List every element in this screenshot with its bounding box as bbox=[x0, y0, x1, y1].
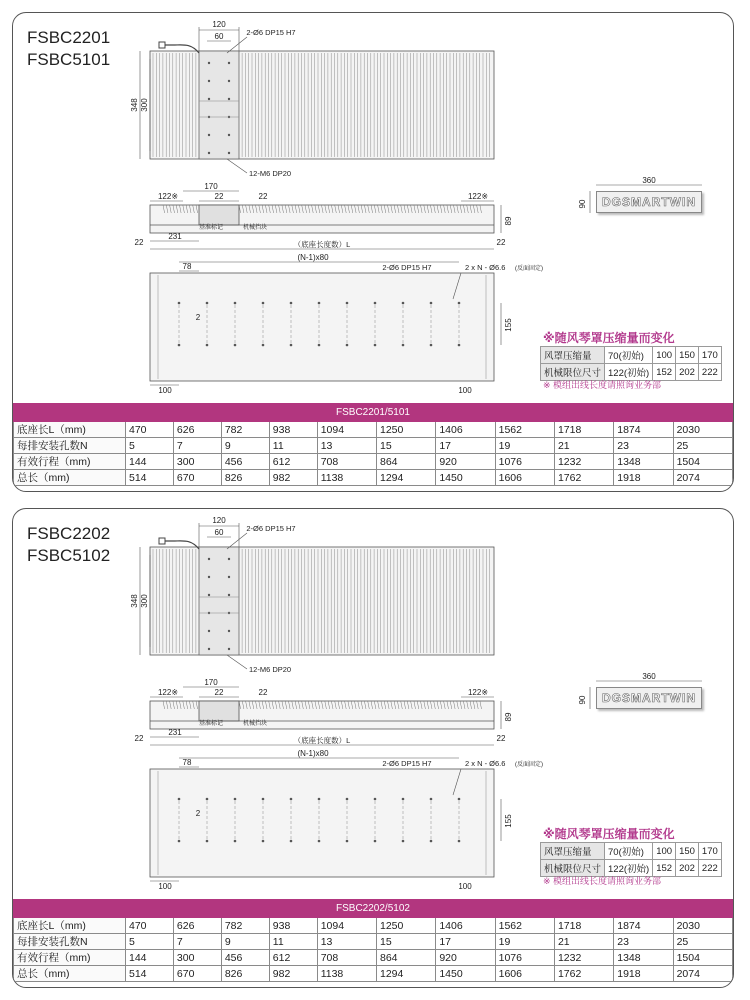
hole-count-callout: 2 x N - Ø6.6 bbox=[465, 263, 506, 272]
base-hole bbox=[262, 344, 265, 347]
logo-height: 90 bbox=[578, 695, 587, 705]
table-cell: 864 bbox=[377, 454, 436, 470]
base-hole bbox=[318, 344, 321, 347]
table-cell: 1406 bbox=[436, 918, 495, 934]
table-cell: 1094 bbox=[317, 918, 376, 934]
table-cell: 1138 bbox=[317, 470, 376, 486]
model-line-2: FSBC5101 bbox=[27, 50, 111, 69]
row-label: 每排安装孔数N bbox=[14, 934, 126, 950]
mount-hole bbox=[208, 594, 210, 596]
table-cell: 15 bbox=[377, 934, 436, 950]
table-row bbox=[14, 934, 733, 950]
mount-hole bbox=[208, 134, 210, 136]
table-cell: 15 bbox=[377, 438, 436, 454]
table-cell: 782 bbox=[221, 918, 269, 934]
table-cell: 670 bbox=[173, 470, 221, 486]
table-cell: 612 bbox=[269, 454, 317, 470]
table-cell: 9 bbox=[221, 934, 269, 950]
row-label: 底座长L（mm) bbox=[14, 918, 126, 934]
dim-22-left: 22 bbox=[134, 238, 144, 247]
table-cell: 1294 bbox=[377, 966, 436, 982]
datum-mark-label: 基准标记 bbox=[198, 225, 224, 231]
dim-100-right: 100 bbox=[458, 882, 472, 891]
dim-100-left: 100 bbox=[158, 882, 172, 891]
table-cell: 1562 bbox=[495, 918, 554, 934]
mount-hole bbox=[208, 648, 210, 650]
table-row bbox=[14, 438, 733, 454]
mount-hole bbox=[208, 152, 210, 154]
table-cell: 2030 bbox=[673, 918, 732, 934]
table-cell: 5 bbox=[126, 438, 174, 454]
note-cell: 122(初始) bbox=[605, 364, 653, 381]
m6-callout: 12-M6 DP20 bbox=[249, 169, 292, 178]
table-cell: 920 bbox=[436, 950, 495, 966]
mount-hole bbox=[228, 62, 230, 64]
table-cell: 470 bbox=[126, 422, 174, 438]
base-hole bbox=[290, 798, 293, 801]
mount-hole bbox=[208, 576, 210, 578]
table-cell: 25 bbox=[673, 934, 732, 950]
dim-170: 170 bbox=[204, 182, 218, 191]
mount-hole bbox=[228, 648, 230, 650]
dimension-line bbox=[227, 159, 247, 173]
spec-card-1 bbox=[12, 12, 734, 492]
base-hole bbox=[290, 840, 293, 843]
table-cell: 23 bbox=[614, 438, 673, 454]
logo-height: 90 bbox=[578, 199, 587, 209]
note-title: ※随风琴罩压缩量而变化 bbox=[543, 827, 675, 841]
dim-22-right: 22 bbox=[496, 734, 506, 743]
note-cell: 70(初始) bbox=[605, 347, 653, 364]
base-hole bbox=[234, 344, 237, 347]
table-cell: 1250 bbox=[377, 918, 436, 934]
mount-hole bbox=[208, 558, 210, 560]
table-cell: 21 bbox=[554, 438, 613, 454]
dim-22: 22 bbox=[214, 192, 224, 201]
table-cell: 456 bbox=[221, 950, 269, 966]
row-label: 底座长L（mm) bbox=[14, 422, 126, 438]
base-hole bbox=[206, 302, 209, 305]
table-cell: 864 bbox=[377, 950, 436, 966]
note-cell: 机械限位尺寸 bbox=[541, 364, 605, 381]
dim-78: 78 bbox=[182, 262, 192, 271]
base-hole bbox=[374, 344, 377, 347]
dimension-line bbox=[227, 655, 247, 669]
table-cell: 626 bbox=[173, 918, 221, 934]
model-line-1: FSBC2202 bbox=[27, 524, 111, 543]
table-row bbox=[14, 454, 733, 470]
dim-n-80: (N-1)x80 bbox=[297, 749, 329, 758]
mount-hole bbox=[208, 62, 210, 64]
base-hole bbox=[346, 302, 349, 305]
table-cell: 7 bbox=[173, 438, 221, 454]
base-hole bbox=[430, 798, 433, 801]
dim-2: 2 bbox=[195, 313, 201, 322]
table-cell: 1138 bbox=[317, 966, 376, 982]
table-cell: 708 bbox=[317, 454, 376, 470]
base-hole bbox=[178, 302, 181, 305]
table-cell: 782 bbox=[221, 422, 269, 438]
dim-122-left: 122※ bbox=[157, 192, 179, 201]
table-cell: 514 bbox=[126, 966, 174, 982]
mount-hole bbox=[208, 80, 210, 82]
bottom-view-body bbox=[150, 273, 494, 381]
base-hole bbox=[430, 302, 433, 305]
base-hole bbox=[178, 344, 181, 347]
table-cell: 25 bbox=[673, 438, 732, 454]
hole-callout-top: 2-Ø6 DP15 H7 bbox=[246, 524, 296, 533]
dim-22-b: 22 bbox=[258, 192, 268, 201]
dim-22-b: 22 bbox=[258, 688, 268, 697]
base-hole bbox=[318, 840, 321, 843]
carriage-plate bbox=[199, 51, 239, 159]
base-hole bbox=[262, 302, 265, 305]
table-cell: 2030 bbox=[673, 422, 732, 438]
note-row bbox=[541, 843, 722, 860]
note-cell: 152 bbox=[653, 364, 676, 381]
table-cell: 982 bbox=[269, 966, 317, 982]
table-cell: 144 bbox=[126, 454, 174, 470]
table-cell: 1076 bbox=[495, 454, 554, 470]
note-row bbox=[541, 347, 722, 364]
logo-text: DGSMARTWIN bbox=[602, 691, 696, 705]
mount-hole bbox=[228, 630, 230, 632]
table-cell: 1232 bbox=[554, 950, 613, 966]
table-cell: 1562 bbox=[495, 422, 554, 438]
base-hole bbox=[458, 840, 461, 843]
table-cell: 1718 bbox=[554, 422, 613, 438]
base-hole bbox=[402, 302, 405, 305]
note-cell: 122(初始) bbox=[605, 860, 653, 877]
table-cell: 1450 bbox=[436, 966, 495, 982]
base-hole bbox=[206, 798, 209, 801]
table-cell: 1348 bbox=[614, 950, 673, 966]
base-hole bbox=[234, 840, 237, 843]
table-cell: 23 bbox=[614, 934, 673, 950]
mount-hole bbox=[228, 134, 230, 136]
base-hole bbox=[206, 344, 209, 347]
table-cell: 1918 bbox=[614, 470, 673, 486]
hole-callout-bottom: 2-Ø6 DP15 H7 bbox=[382, 759, 432, 768]
table-cell: 300 bbox=[173, 950, 221, 966]
base-hole bbox=[206, 840, 209, 843]
spec-table bbox=[13, 403, 733, 486]
base-hole bbox=[430, 344, 433, 347]
note-cell: 100 bbox=[653, 843, 676, 860]
base-hole bbox=[346, 344, 349, 347]
row-label: 总长（mm) bbox=[14, 966, 126, 982]
note-cell: 222 bbox=[698, 364, 721, 381]
dim-2: 2 bbox=[195, 809, 201, 818]
table-cell: 11 bbox=[269, 438, 317, 454]
table-cell: 920 bbox=[436, 454, 495, 470]
dim-89: 89 bbox=[504, 712, 513, 722]
mount-hole bbox=[228, 80, 230, 82]
table-cell: 1918 bbox=[614, 966, 673, 982]
base-hole bbox=[458, 798, 461, 801]
table-cell: 13 bbox=[317, 438, 376, 454]
table-cell: 982 bbox=[269, 470, 317, 486]
logo-plate bbox=[596, 191, 702, 213]
spec-table-body bbox=[14, 918, 733, 982]
table-cell: 626 bbox=[173, 422, 221, 438]
dim-348: 348 bbox=[130, 594, 139, 608]
note-cell: 70(初始) bbox=[605, 843, 653, 860]
table-cell: 1874 bbox=[614, 422, 673, 438]
stopper-label: 机械挡块 bbox=[242, 721, 268, 727]
table-cell: 1450 bbox=[436, 470, 495, 486]
dim-100-right: 100 bbox=[458, 386, 472, 395]
side-carriage bbox=[199, 701, 239, 721]
dim-60: 60 bbox=[214, 528, 224, 537]
table-row bbox=[14, 950, 733, 966]
dim-L: （底座长度数）L bbox=[293, 736, 351, 745]
dim-348: 348 bbox=[130, 98, 139, 112]
base-hole bbox=[262, 840, 265, 843]
base-hole bbox=[374, 302, 377, 305]
base-hole bbox=[234, 798, 237, 801]
table-cell: 1606 bbox=[495, 470, 554, 486]
note-cell: 100 bbox=[653, 347, 676, 364]
logo-text: DGSMARTWIN bbox=[602, 195, 696, 209]
table-row bbox=[14, 422, 733, 438]
base-hole bbox=[318, 302, 321, 305]
table-cell: 17 bbox=[436, 438, 495, 454]
table-cell: 670 bbox=[173, 966, 221, 982]
note-cell: 222 bbox=[698, 860, 721, 877]
carriage-plate bbox=[199, 547, 239, 655]
model-line-2: FSBC5102 bbox=[27, 546, 111, 565]
datum-mark-label: 基准标记 bbox=[198, 721, 224, 727]
base-hole bbox=[458, 344, 461, 347]
table-cell: 456 bbox=[221, 454, 269, 470]
table-cell: 470 bbox=[126, 918, 174, 934]
side-carriage bbox=[199, 205, 239, 225]
base-hole bbox=[458, 302, 461, 305]
dim-231: 231 bbox=[168, 232, 182, 241]
base-hole bbox=[346, 840, 349, 843]
table-cell: 612 bbox=[269, 950, 317, 966]
table-cell: 5 bbox=[126, 934, 174, 950]
dim-170: 170 bbox=[204, 678, 218, 687]
table-cell: 1294 bbox=[377, 470, 436, 486]
base-hole bbox=[346, 798, 349, 801]
table-cell: 144 bbox=[126, 950, 174, 966]
m6-callout: 12-M6 DP20 bbox=[249, 665, 292, 674]
base-hole bbox=[262, 798, 265, 801]
connector bbox=[159, 42, 165, 48]
logo-width: 360 bbox=[642, 672, 656, 681]
dim-231: 231 bbox=[168, 728, 182, 737]
table-title: FSBC2201/5101 bbox=[14, 404, 733, 422]
mount-hole bbox=[208, 630, 210, 632]
table-cell: 826 bbox=[221, 966, 269, 982]
dim-155: 155 bbox=[504, 318, 513, 332]
row-label: 总长（mm) bbox=[14, 470, 126, 486]
base-hole bbox=[178, 798, 181, 801]
table-row bbox=[14, 918, 733, 934]
stroke-note-table bbox=[540, 346, 722, 381]
table-cell: 300 bbox=[173, 454, 221, 470]
table-cell: 1606 bbox=[495, 966, 554, 982]
hole-count-callout: 2 x N - Ø6.6 bbox=[465, 759, 506, 768]
table-cell: 1762 bbox=[554, 470, 613, 486]
dim-122-right: 122※ bbox=[467, 192, 489, 201]
logo-width: 360 bbox=[642, 176, 656, 185]
note-cell: 机械限位尺寸 bbox=[541, 860, 605, 877]
row-label: 有效行程（mm) bbox=[14, 454, 126, 470]
table-cell: 1232 bbox=[554, 454, 613, 470]
dim-22-left: 22 bbox=[134, 734, 144, 743]
table-cell: 7 bbox=[173, 934, 221, 950]
dim-120: 120 bbox=[212, 20, 226, 29]
base-hole bbox=[290, 344, 293, 347]
table-cell: 514 bbox=[126, 470, 174, 486]
dim-122-right: 122※ bbox=[467, 688, 489, 697]
dim-155: 155 bbox=[504, 814, 513, 828]
base-hole bbox=[318, 798, 321, 801]
table-cell: 2074 bbox=[673, 470, 732, 486]
row-label: 每排安装孔数N bbox=[14, 438, 126, 454]
note-sub: ※ 模组出线长度请照询业务部 bbox=[543, 876, 662, 886]
base-hole bbox=[234, 302, 237, 305]
table-cell: 1718 bbox=[554, 918, 613, 934]
table-cell: 708 bbox=[317, 950, 376, 966]
bottom-view-body bbox=[150, 769, 494, 877]
hole-callout-top: 2-Ø6 DP15 H7 bbox=[246, 28, 296, 37]
table-cell: 1406 bbox=[436, 422, 495, 438]
note-cell: 风罩压缩量 bbox=[541, 843, 605, 860]
dim-300: 300 bbox=[140, 594, 149, 608]
mount-hole bbox=[228, 558, 230, 560]
table-cell: 1076 bbox=[495, 950, 554, 966]
note-cell: 风罩压缩量 bbox=[541, 347, 605, 364]
stroke-note-table bbox=[540, 842, 722, 877]
base-hole bbox=[290, 302, 293, 305]
dim-n-80: (N-1)x80 bbox=[297, 253, 329, 262]
table-title: FSBC2202/5102 bbox=[14, 900, 733, 918]
base-hole bbox=[178, 840, 181, 843]
logo-plate bbox=[596, 687, 702, 709]
mount-hole bbox=[228, 576, 230, 578]
dimension-line bbox=[227, 533, 247, 549]
table-cell: 1874 bbox=[614, 918, 673, 934]
model-line-1: FSBC2201 bbox=[27, 28, 111, 47]
dim-122-left: 122※ bbox=[157, 688, 179, 697]
note-cell: 150 bbox=[676, 347, 699, 364]
table-cell: 938 bbox=[269, 422, 317, 438]
stopper-label: 机械挡块 bbox=[242, 225, 268, 231]
dim-300: 300 bbox=[140, 98, 149, 112]
note-cell: 170 bbox=[698, 347, 721, 364]
connector bbox=[159, 538, 165, 544]
table-cell: 11 bbox=[269, 934, 317, 950]
hole-count-note: (反面固定) bbox=[515, 266, 543, 272]
mount-hole bbox=[228, 98, 230, 100]
table-cell: 2074 bbox=[673, 966, 732, 982]
base-hole bbox=[402, 344, 405, 347]
table-cell: 1504 bbox=[673, 950, 732, 966]
table-cell: 1094 bbox=[317, 422, 376, 438]
base-hole bbox=[402, 840, 405, 843]
spec-table-body bbox=[14, 422, 733, 486]
table-row bbox=[14, 966, 733, 982]
table-cell: 826 bbox=[221, 470, 269, 486]
dim-78: 78 bbox=[182, 758, 192, 767]
dim-120: 120 bbox=[212, 516, 226, 525]
table-cell: 1250 bbox=[377, 422, 436, 438]
mount-hole bbox=[228, 152, 230, 154]
dim-22-right: 22 bbox=[496, 238, 506, 247]
dim-22: 22 bbox=[214, 688, 224, 697]
table-cell: 1348 bbox=[614, 454, 673, 470]
note-title: ※随风琴罩压缩量而变化 bbox=[543, 331, 675, 345]
note-cell: 202 bbox=[676, 364, 699, 381]
table-cell: 938 bbox=[269, 918, 317, 934]
table-cell: 19 bbox=[495, 934, 554, 950]
spec-table bbox=[13, 899, 733, 982]
base-hole bbox=[430, 840, 433, 843]
hole-callout-bottom: 2-Ø6 DP15 H7 bbox=[382, 263, 432, 272]
dim-60: 60 bbox=[214, 32, 224, 41]
dim-100-left: 100 bbox=[158, 386, 172, 395]
hole-count-note: (反面固定) bbox=[515, 762, 543, 768]
table-cell: 17 bbox=[436, 934, 495, 950]
note-sub: ※ 模组出线长度请照询业务部 bbox=[543, 380, 662, 390]
note-cell: 152 bbox=[653, 860, 676, 877]
dim-L: （底座长度数）L bbox=[293, 240, 351, 249]
base-hole bbox=[374, 798, 377, 801]
table-cell: 1762 bbox=[554, 966, 613, 982]
table-cell: 13 bbox=[317, 934, 376, 950]
note-cell: 150 bbox=[676, 843, 699, 860]
table-cell: 19 bbox=[495, 438, 554, 454]
note-cell: 202 bbox=[676, 860, 699, 877]
base-hole bbox=[374, 840, 377, 843]
mount-hole bbox=[208, 98, 210, 100]
dim-89: 89 bbox=[504, 216, 513, 226]
row-label: 有效行程（mm) bbox=[14, 950, 126, 966]
table-cell: 21 bbox=[554, 934, 613, 950]
table-cell: 9 bbox=[221, 438, 269, 454]
table-row bbox=[14, 470, 733, 486]
base-hole bbox=[402, 798, 405, 801]
mount-hole bbox=[228, 594, 230, 596]
spec-card-2 bbox=[12, 508, 734, 988]
table-cell: 1504 bbox=[673, 454, 732, 470]
note-cell: 170 bbox=[698, 843, 721, 860]
